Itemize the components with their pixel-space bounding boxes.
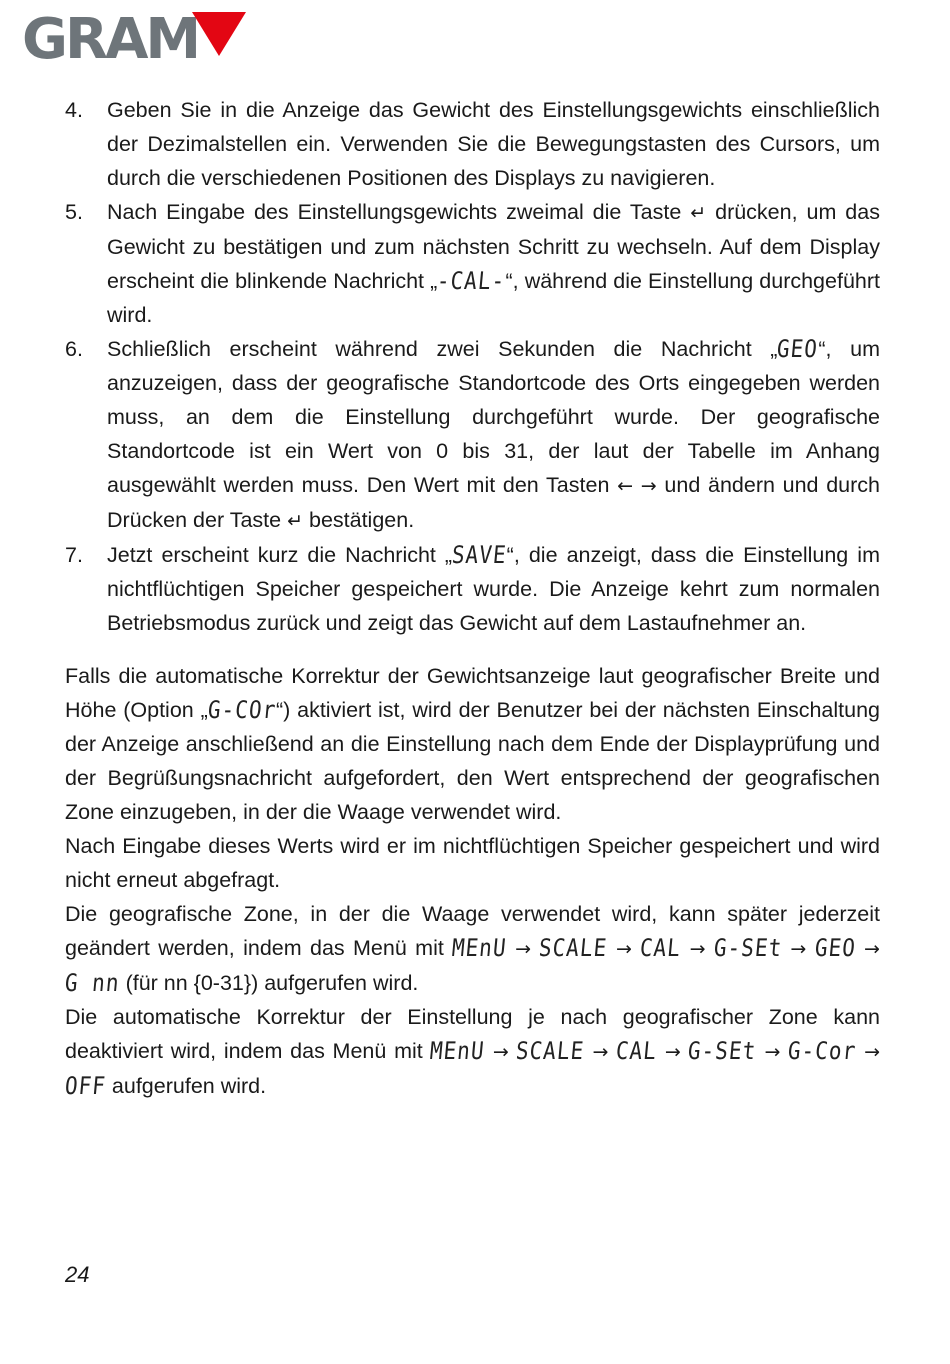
paragraph-stored: Nach Eingabe dieses Werts wird er im nichtflüchtigen Speicher gespeichert und wird nicht erneut abgefragt. xyxy=(65,834,880,892)
step-text: Nach Eingabe des Einstellungsgewichts zweimal die Taste xyxy=(107,200,682,224)
step-6 xyxy=(65,332,880,538)
step-number: 6. xyxy=(65,337,83,361)
section-gap xyxy=(65,640,880,659)
lcd-scale: SCALE xyxy=(538,934,609,962)
step-text: drücken, um das Gewicht zu bestätigen und zum nächsten Schritt zu wechseln. Auf dem Display erscheint die blinkende Nachricht „ xyxy=(107,200,880,293)
lcd-message-cal: -CAL- xyxy=(436,267,507,295)
lcd-option-g-cor: G-COr xyxy=(206,696,278,724)
lcd-cal: CAL xyxy=(614,1037,659,1065)
lcd-scale: SCALE xyxy=(515,1037,586,1065)
paragraph-auto-correction xyxy=(65,659,880,829)
paragraph-text: (für nn {0-31}) aufgerufen wird. xyxy=(125,971,419,995)
document-body xyxy=(65,93,880,1103)
step-text: Jetzt erscheint kurz die Nachricht „ xyxy=(107,543,453,567)
step-number: 4. xyxy=(65,98,83,122)
lcd-geo: GEO xyxy=(813,934,857,962)
step-5 xyxy=(65,195,880,332)
step-text: “, die anzeigt, dass die Einstellung im nichtflüchtigen Speicher gespeichert wurde. Die Anzeige kehrt zum normalen Betriebsmodus zurück und zeigt das Gewicht auf dem Lastaufnehmer an. xyxy=(107,543,880,635)
gram-logo xyxy=(22,8,248,72)
step-text: und ändern und durch Drücken der Taste xyxy=(107,473,880,532)
step-text: bestätigen. xyxy=(308,508,415,532)
paragraph-text: Falls die automatische Korrektur der Gewichtsanzeige laut geografischer Breite und Höhe (Option „ xyxy=(65,664,880,722)
lcd-g-nn: G nn xyxy=(63,969,121,997)
step-text: “, um anzuzeigen, dass der geografische Standortcode des Orts eingegeben werden muss, an dem die Einstellung durchgeführt wurde. Der geografische Standortcode ist ein Wert von 0 bis 31, der laut der Tabelle im Anhang ausgewählt werden muss. Den Wert mit den Tasten xyxy=(107,337,880,497)
arrow-right-icon: → xyxy=(664,1041,681,1063)
paragraph-text: Die automatische Korrektur der Einstellung je nach geografischer Zone kann deaktiviert wird, indem das Menü mit xyxy=(65,1005,880,1063)
lcd-g-cor: G-Cor xyxy=(786,1037,858,1065)
step-text: Geben Sie in die Anzeige das Gewicht des Einstellungsgewichts einschließlich der Dezimalstellen ein. Verwenden Sie die Bewegungstasten des Cursors, um durch die verschiedenen Positionen des Displays zu navigieren. xyxy=(107,98,880,190)
arrow-right-icon: → xyxy=(492,1041,509,1063)
lcd-message-save: SAVE xyxy=(450,541,508,569)
lcd-message-geo: GEO xyxy=(776,335,820,363)
lcd-off: OFF xyxy=(63,1072,108,1100)
step-4 xyxy=(65,93,880,195)
lcd-cal: CAL xyxy=(639,934,683,962)
arrow-right-icon: → xyxy=(592,1041,609,1063)
paragraph-text: aufgerufen wird. xyxy=(111,1074,267,1098)
step-text: “, während die Einstellung durchgeführt wird. xyxy=(107,269,880,327)
arrow-right-icon: → xyxy=(864,938,880,960)
enter-key-icon: ↵ xyxy=(287,510,303,532)
arrow-keys-icon: ← → xyxy=(617,475,657,497)
paragraph-disable-correction xyxy=(65,1000,880,1103)
logo-wordmark: GRAM xyxy=(22,7,199,72)
arrow-right-icon: → xyxy=(764,1041,781,1063)
lcd-g-set: G-SEt xyxy=(687,1037,758,1065)
paragraph-text: “) aktiviert ist, wird der Benutzer bei der nächsten Einschaltung der Anzeige anschließend an die Einstellung nach dem Ende der Displayprüfung und der Begrüßungsnachricht aufgefordert, den Wert entsprechend der geografischen Zone einzugeben, in der die Waage verwendet wird. xyxy=(65,698,880,824)
arrow-right-icon: → xyxy=(515,938,532,960)
logo-triangle-icon xyxy=(188,10,248,58)
enter-key-icon: ↵ xyxy=(690,202,707,224)
step-7 xyxy=(65,538,880,640)
lcd-menu: MEnU xyxy=(450,934,509,962)
page-number: 24 xyxy=(65,1262,90,1287)
lcd-menu: MEnU xyxy=(429,1037,487,1065)
instruction-steps xyxy=(65,93,880,640)
step-text: Schließlich erscheint während zwei Sekunden die Nachricht „ xyxy=(107,337,778,361)
step-number: 7. xyxy=(65,543,83,567)
arrow-right-icon: → xyxy=(689,938,706,960)
arrow-right-icon: → xyxy=(615,938,632,960)
arrow-right-icon: → xyxy=(864,1041,881,1063)
lcd-g-set: G-SEt xyxy=(712,934,784,962)
step-number: 5. xyxy=(65,200,83,224)
arrow-right-icon: → xyxy=(790,938,807,960)
paragraph-text: Die geografische Zone, in der die Waage verwendet wird, kann später jederzeit geändert werden, indem das Menü mit xyxy=(65,902,880,960)
paragraph-change-zone xyxy=(65,897,880,1000)
